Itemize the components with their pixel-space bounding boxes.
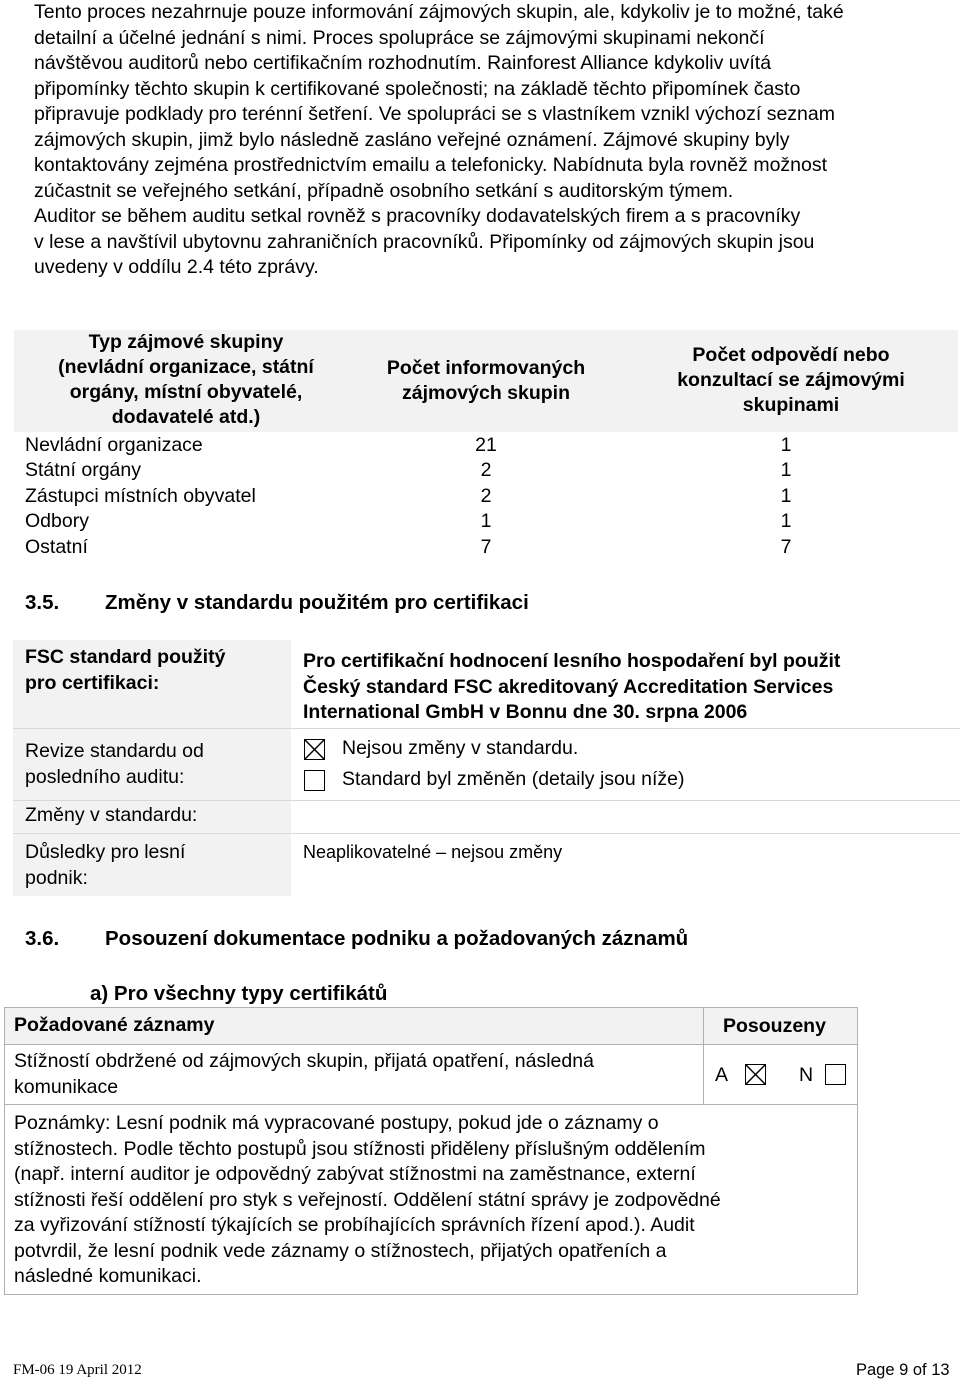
row-divider [13, 800, 960, 801]
header-response-count [636, 343, 946, 418]
note-line: Poznámky: Lesní podnik má vypracované postupy, pokud jde o záznamy o [14, 1112, 659, 1134]
checked-checkbox-icon[interactable] [304, 739, 325, 760]
responses-cell: 1 [780, 510, 792, 532]
intro-line: v lese a navštívil ubytovnu zahraničních pracovníků. Připomínky od zájmových skupin jsou [34, 230, 815, 253]
header-line: orgány, místní obyvatelé, [69, 381, 303, 403]
table-row [0, 484, 960, 509]
empty-checkbox-icon[interactable] [825, 1064, 846, 1085]
note-line: stížnostech. Podle těchto postupů jsou stížnosti přiděleny příslušným oddělením [14, 1137, 706, 1160]
revision-label [25, 739, 204, 790]
header-line: konzultací se zájmovými [677, 369, 905, 391]
label-line: pro certifikaci: [25, 671, 160, 694]
informed-cell: 2 [480, 459, 492, 481]
value-line: Pro certifikační hodnocení lesního hospodaření byl použit [303, 650, 841, 672]
table-row [0, 535, 960, 560]
footer-doc-id: FM-06 19 April 2012 [13, 1362, 142, 1378]
section-number: 3.5. [25, 591, 60, 614]
note-line: potvrdil, že lesní podnik vede záznamy o stížnostech, přijatých opatřeních a [14, 1239, 667, 1262]
assessed-a-label: A [715, 1064, 729, 1086]
subsection-title: a) Pro všechny typy certifikátů [90, 982, 388, 1005]
intro-line: kontaktovány zejména prostřednictvím emailu a telefonicky. Nabídnuta byla rovněž možnost [34, 154, 828, 176]
intro-line: zájmových skupin, jimž bylo následně zasláno veřejné oznámení. Zájmové skupiny byly [34, 128, 790, 151]
label-line: podnik: [25, 866, 88, 889]
intro-line: připomínky těchto skupin k certifikované společnosti; na základě těchto připomínek často [34, 77, 801, 100]
note-line: následné komunikaci. [14, 1265, 202, 1287]
assessed-n-label: N [799, 1064, 814, 1086]
note-line: stížnosti řeší oddělení pro styk s veřejností. Oddělení státní správy je zodpovědné [14, 1188, 721, 1211]
responses-cell: 1 [780, 459, 792, 481]
empty-checkbox-icon[interactable] [304, 770, 325, 791]
item-line: komunikace [14, 1075, 119, 1098]
row-divider [13, 833, 960, 834]
section-number: 3.6. [25, 927, 60, 950]
header-line: Počet odpovědí nebo [692, 344, 890, 366]
informed-cell: 21 [475, 434, 497, 456]
fsc-standard-value [303, 649, 949, 726]
intro-line: návštěvou auditorů nebo certifikačním rozhodnutím. Rainforest Alliance kdykoliv uvítá [34, 52, 772, 74]
header-line: dodavatelé atd.) [111, 406, 261, 428]
intro-paragraph [34, 0, 960, 281]
responses-cell: 1 [780, 485, 792, 507]
table-row [0, 509, 960, 534]
checked-checkbox-icon[interactable] [745, 1064, 766, 1085]
row-divider [4, 1104, 858, 1105]
header-line: skupinami [742, 394, 840, 416]
records-header-left: Požadované záznamy [14, 1014, 215, 1036]
group-type-cell: Ostatní [25, 536, 88, 558]
responses-cell: 7 [780, 536, 792, 558]
header-informed-count [356, 356, 616, 406]
records-header-right: Posouzeny [723, 1015, 826, 1037]
header-line: zájmových skupin [402, 382, 570, 404]
required-record-item [14, 1049, 594, 1100]
consequences-label [25, 840, 185, 891]
intro-line: připravuje podklady pro terénní šetření. Ve spolupráci se s vlastníkem vznikl výchozí seznam [34, 103, 835, 125]
informed-cell: 7 [480, 536, 492, 558]
table-row [0, 458, 960, 483]
header-line: Počet informovaných [386, 357, 586, 379]
group-type-cell: Odbory [25, 510, 89, 532]
item-line: Stížností obdržené od zájmových skupin, přijatá opatření, následná [14, 1050, 594, 1072]
fsc-standard-label [25, 645, 225, 696]
note-line: (např. interní auditor je odpovědný zabývat stížnostmi na zaměstnance, externí [14, 1163, 696, 1185]
intro-line: zúčastnit se veřejného setkání, případně osobního setkání s auditorským týmem. [34, 179, 734, 202]
header-group-type [26, 330, 346, 430]
option-label: Standard byl změněn (detaily jsou níže) [342, 768, 685, 790]
group-type-cell: Státní orgány [25, 459, 141, 481]
intro-line: detailní a účelné jednání s nimi. Proces spolupráce se zájmovými skupinami nekončí [34, 26, 765, 49]
responses-cell: 1 [780, 434, 792, 456]
label-line: Změny v standardu: [25, 804, 198, 826]
label-line: Důsledky pro lesní [25, 841, 186, 863]
section-title: Změny v standardu použitém pro certifikaci [105, 591, 529, 614]
records-notes [14, 1111, 721, 1290]
informed-cell: 2 [480, 485, 492, 507]
intro-line: uvedeny v oddílu 2.4 této zprávy. [34, 256, 319, 278]
column-divider [703, 1007, 704, 1105]
group-type-cell: Nevládní organizace [25, 434, 203, 456]
table-row [0, 433, 960, 458]
changes-label [25, 803, 197, 829]
value-line: Český standard FSC akreditovaný Accreditation Services [303, 675, 834, 698]
label-line: Revize standardu od [25, 740, 204, 762]
group-type-cell: Zástupci místních obyvatel [25, 485, 256, 507]
label-line: FSC standard použitý [25, 646, 226, 668]
footer-page-number: Page 9 of 13 [856, 1361, 950, 1379]
row-divider [13, 728, 960, 729]
section-title: Posouzení dokumentace podniku a požadovaných záznamů [105, 927, 689, 950]
header-line: (nevládní organizace, státní [58, 356, 314, 378]
intro-line: Auditor se během auditu setkal rovněž s pracovníky dodavatelských firem a s pracovníky [34, 205, 801, 227]
value-line: International GmbH v Bonnu dne 30. srpna 2006 [303, 701, 748, 723]
intro-line: Tento proces nezahrnuje pouze informování zájmových skupin, ale, kdykoliv je to možné, také [34, 1, 844, 23]
header-line: Typ zájmové skupiny [88, 331, 284, 353]
note-line: za vyřizování stížností týkajících se probíhajících správních řízení apod.). Audit [14, 1214, 695, 1236]
consequences-value: Neaplikovatelné – nejsou změny [303, 842, 563, 862]
informed-cell: 1 [480, 510, 492, 532]
row-divider [4, 1044, 858, 1045]
option-label: Nejsou změny v standardu. [342, 737, 579, 759]
label-line: posledního auditu: [25, 765, 185, 788]
